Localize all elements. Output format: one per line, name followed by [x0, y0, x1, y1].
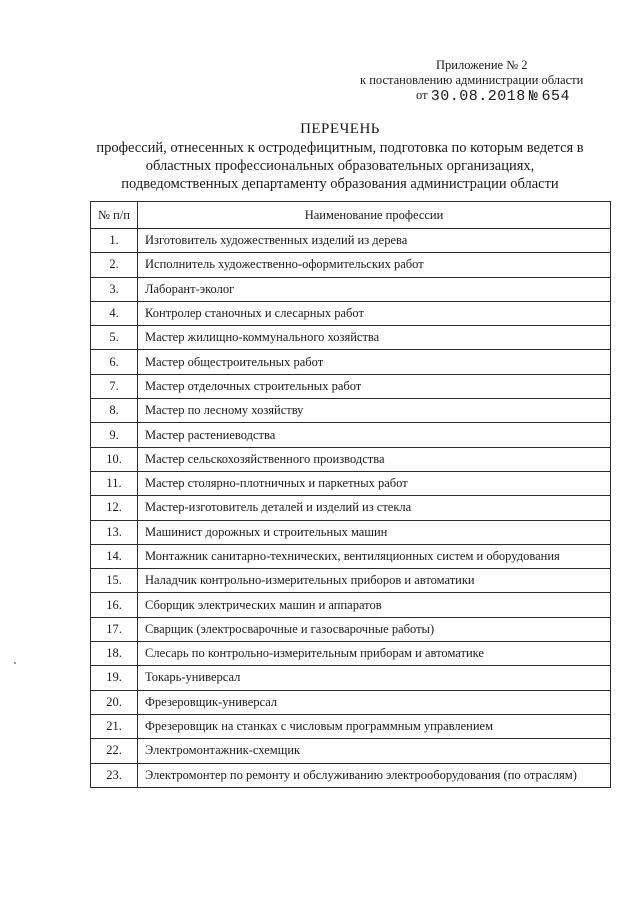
- profession-name: Электромонтер по ремонту и обслуживанию электрооборудования (по отраслям): [138, 763, 611, 787]
- row-number: 23.: [91, 763, 138, 787]
- table-row: [91, 326, 611, 350]
- table-row: [91, 399, 611, 423]
- profession-name: Машинист дорожных и строительных машин: [138, 520, 611, 544]
- table-row: [91, 423, 611, 447]
- row-number: 1.: [91, 229, 138, 253]
- table-row: [91, 569, 611, 593]
- table-row: [91, 496, 611, 520]
- subtitle-line: подведомственных департаменту образования администрации области: [121, 176, 559, 192]
- row-number: 8.: [91, 399, 138, 423]
- profession-name: Изготовитель художественных изделий из дерева: [138, 229, 611, 253]
- appendix-block: [360, 58, 610, 103]
- table-header-row: [91, 202, 611, 229]
- profession-name: Мастер-изготовитель деталей и изделий из стекла: [138, 496, 611, 520]
- row-number: 17.: [91, 617, 138, 641]
- table-row: [91, 350, 611, 374]
- table-row: [91, 642, 611, 666]
- table-row: [91, 520, 611, 544]
- profession-name: Сборщик электрических машин и аппаратов: [138, 593, 611, 617]
- table-row: [91, 277, 611, 301]
- table-row: [91, 374, 611, 398]
- profession-name: Слесарь по контрольно-измерительным приборам и автоматике: [138, 642, 611, 666]
- document-title: ПЕРЕЧЕНЬ: [300, 121, 380, 137]
- row-number: 16.: [91, 593, 138, 617]
- column-header-number: № п/п: [91, 202, 138, 229]
- row-number: 2.: [91, 253, 138, 277]
- appendix-date-line: [360, 88, 610, 103]
- profession-name: Фрезеровщик на станках с числовым программным управлением: [138, 714, 611, 738]
- appendix-title: Приложение № 2: [436, 58, 528, 72]
- profession-name: Контролер станочных и слесарных работ: [138, 301, 611, 325]
- table-row: [91, 544, 611, 568]
- profession-name: Мастер столярно-плотничных и паркетных работ: [138, 471, 611, 495]
- row-number: 13.: [91, 520, 138, 544]
- document-heading: [60, 120, 620, 193]
- appendix-reference: к постановлению администрации области: [360, 73, 584, 87]
- row-number: 22.: [91, 739, 138, 763]
- profession-name: Сварщик (электросварочные и газосварочные работы): [138, 617, 611, 641]
- table-row: [91, 301, 611, 325]
- row-number: 12.: [91, 496, 138, 520]
- row-number: 7.: [91, 374, 138, 398]
- appendix-prefix: от: [416, 88, 428, 102]
- row-number: 20.: [91, 690, 138, 714]
- row-number: 5.: [91, 326, 138, 350]
- appendix-date: 30.08.2018: [430, 88, 526, 105]
- table-row: [91, 763, 611, 787]
- row-number: 14.: [91, 544, 138, 568]
- scan-speck: [14, 662, 16, 664]
- table-row: [91, 253, 611, 277]
- table-row: [91, 229, 611, 253]
- row-number: 4.: [91, 301, 138, 325]
- row-number: 10.: [91, 447, 138, 471]
- profession-name: Мастер по лесному хозяйству: [138, 399, 611, 423]
- subtitle-line: областных профессиональных образовательных организациях,: [145, 158, 535, 174]
- profession-name: Токарь-универсал: [138, 666, 611, 690]
- row-number: 6.: [91, 350, 138, 374]
- column-header-profession: Наименование профессии: [138, 202, 611, 229]
- row-number: 11.: [91, 471, 138, 495]
- row-number: 18.: [91, 642, 138, 666]
- profession-name: Мастер общестроительных работ: [138, 350, 611, 374]
- table-row: [91, 593, 611, 617]
- profession-name: Мастер растениеводства: [138, 423, 611, 447]
- profession-name: Фрезеровщик-универсал: [138, 690, 611, 714]
- table-row: [91, 666, 611, 690]
- professions-table: [90, 201, 611, 788]
- appendix-number-label: №: [528, 88, 539, 105]
- table-row: [91, 739, 611, 763]
- subtitle-line: профессий, отнесенных к остродефицитным, подготовка по которым ведется в: [96, 140, 584, 156]
- table-row: [91, 471, 611, 495]
- appendix-number: 654: [541, 88, 570, 105]
- profession-name: Лаборант-эколог: [138, 277, 611, 301]
- table-row: [91, 447, 611, 471]
- profession-name: Электромонтажник-схемщик: [138, 739, 611, 763]
- row-number: 19.: [91, 666, 138, 690]
- profession-name: Мастер отделочных строительных работ: [138, 374, 611, 398]
- table-row: [91, 617, 611, 641]
- profession-name: Наладчик контрольно-измерительных приборов и автоматики: [138, 569, 611, 593]
- row-number: 9.: [91, 423, 138, 447]
- row-number: 3.: [91, 277, 138, 301]
- table-row: [91, 690, 611, 714]
- profession-name: Монтажник санитарно-технических, вентиляционных систем и оборудования: [138, 544, 611, 568]
- profession-name: Мастер жилищно-коммунального хозяйства: [138, 326, 611, 350]
- table-body: [91, 229, 611, 788]
- profession-name: Исполнитель художественно-оформительских работ: [138, 253, 611, 277]
- profession-name: Мастер сельскохозяйственного производства: [138, 447, 611, 471]
- row-number: 21.: [91, 714, 138, 738]
- row-number: 15.: [91, 569, 138, 593]
- table-row: [91, 714, 611, 738]
